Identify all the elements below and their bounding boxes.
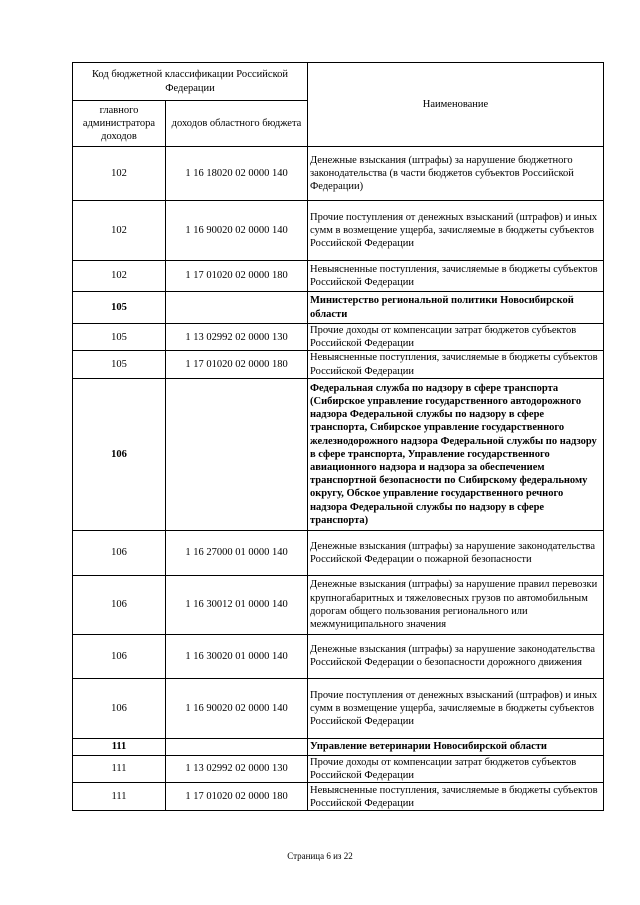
income-code-cell: 1 17 01020 02 0000 180 [166,351,308,378]
name-cell: Прочие доходы от компенсации затрат бюджетов субъектов Российской Федерации [308,755,604,782]
table-row [73,755,604,782]
name-cell: Невыясненные поступления, зачисляемые в бюджеты субъектов Российской Федерации [308,351,604,378]
table-row [73,738,604,755]
table-row [73,324,604,351]
admin-code-cell: 106 [73,575,166,634]
table-row [73,783,604,811]
header-regional-budget-income: доходов областного бюджета [166,101,308,147]
income-code-cell: 1 17 01020 02 0000 180 [166,261,308,292]
income-code-cell: 1 13 02992 02 0000 130 [166,324,308,351]
table-row [73,634,604,678]
admin-code-cell: 111 [73,738,166,755]
admin-code-cell: 111 [73,755,166,782]
income-code-cell: 1 16 30020 01 0000 140 [166,634,308,678]
name-cell: Управление ветеринарии Новосибирской области [308,738,604,755]
income-code-cell: 1 16 90020 02 0000 140 [166,678,308,738]
income-code-cell [166,378,308,530]
table-row [73,378,604,530]
table-row [73,351,604,378]
admin-code-cell: 102 [73,201,166,261]
table-row [73,201,604,261]
name-cell: Прочие поступления от денежных взысканий (штрафов) и иных сумм в возмещение ущерба, зачисляемые в бюджеты субъектов Российской Федерации [308,678,604,738]
table-row [73,292,604,324]
name-cell: Денежные взыскания (штрафы) за нарушение законодательства Российской Федерации о пожарной безопасности [308,530,604,575]
admin-code-cell: 105 [73,292,166,324]
name-cell: Министерство региональной политики Новосибирской области [308,292,604,324]
name-cell: Денежные взыскания (штрафы) за нарушение правил перевозки крупногабаритных и тяжеловесных грузов по автомобильным дорогам общего пользования регионального или межмуниципального значения [308,575,604,634]
table-body [73,147,604,811]
document-page [72,62,603,811]
admin-code-cell: 106 [73,678,166,738]
admin-code-cell: 106 [73,530,166,575]
header-name: Наименование [308,63,604,147]
income-code-cell [166,292,308,324]
table-row [73,678,604,738]
income-code-cell: 1 13 02992 02 0000 130 [166,755,308,782]
income-code-cell: 1 16 27000 01 0000 140 [166,530,308,575]
name-cell: Прочие поступления от денежных взысканий (штрафов) и иных сумм в возмещение ущерба, зачисляемые в бюджеты субъектов Российской Федерации [308,201,604,261]
header-main-administrator: главного администратора доходов [73,101,166,147]
table-row [73,530,604,575]
table-row [73,575,604,634]
income-code-cell: 1 16 90020 02 0000 140 [166,201,308,261]
income-code-cell [166,738,308,755]
header-classification-code: Код бюджетной классификации Российской Федерации [73,63,308,101]
income-code-cell: 1 16 18020 02 0000 140 [166,147,308,201]
table-row [73,261,604,292]
admin-code-cell: 106 [73,378,166,530]
table-header [73,63,604,147]
admin-code-cell: 111 [73,783,166,811]
name-cell: Денежные взыскания (штрафы) за нарушение законодательства Российской Федерации о безопасности дорожного движения [308,634,604,678]
admin-code-cell: 106 [73,634,166,678]
income-code-cell: 1 16 30012 01 0000 140 [166,575,308,634]
admin-code-cell: 102 [73,147,166,201]
admin-code-cell: 105 [73,324,166,351]
admin-code-cell: 102 [73,261,166,292]
name-cell: Денежные взыскания (штрафы) за нарушение бюджетного законодательства (в части бюджетов субъектов Российской Федерации) [308,147,604,201]
name-cell: Прочие доходы от компенсации затрат бюджетов субъектов Российской Федерации [308,324,604,351]
budget-classification-table [72,62,604,811]
name-cell: Федеральная служба по надзору в сфере транспорта (Сибирское управление государственного автодорожного надзора Федеральной службы по надзору в сфере транспорта, Сибирское управление государственного железнодорожного надзора Федеральной службы по надзору в сфере транспорта, Управление государственного авиационного надзора и надзора за обеспечением транспортной безопасности по Сибирскому федеральному округу, Обское управление государственного речного надзора Федеральной службы по надзору в сфере транспорта) [308,378,604,530]
admin-code-cell: 105 [73,351,166,378]
name-cell: Невыясненные поступления, зачисляемые в бюджеты субъектов Российской Федерации [308,261,604,292]
income-code-cell: 1 17 01020 02 0000 180 [166,783,308,811]
table-row [73,147,604,201]
name-cell: Невыясненные поступления, зачисляемые в бюджеты субъектов Российской Федерации [308,783,604,811]
page-footer: Страница 6 из 22 [287,851,353,861]
